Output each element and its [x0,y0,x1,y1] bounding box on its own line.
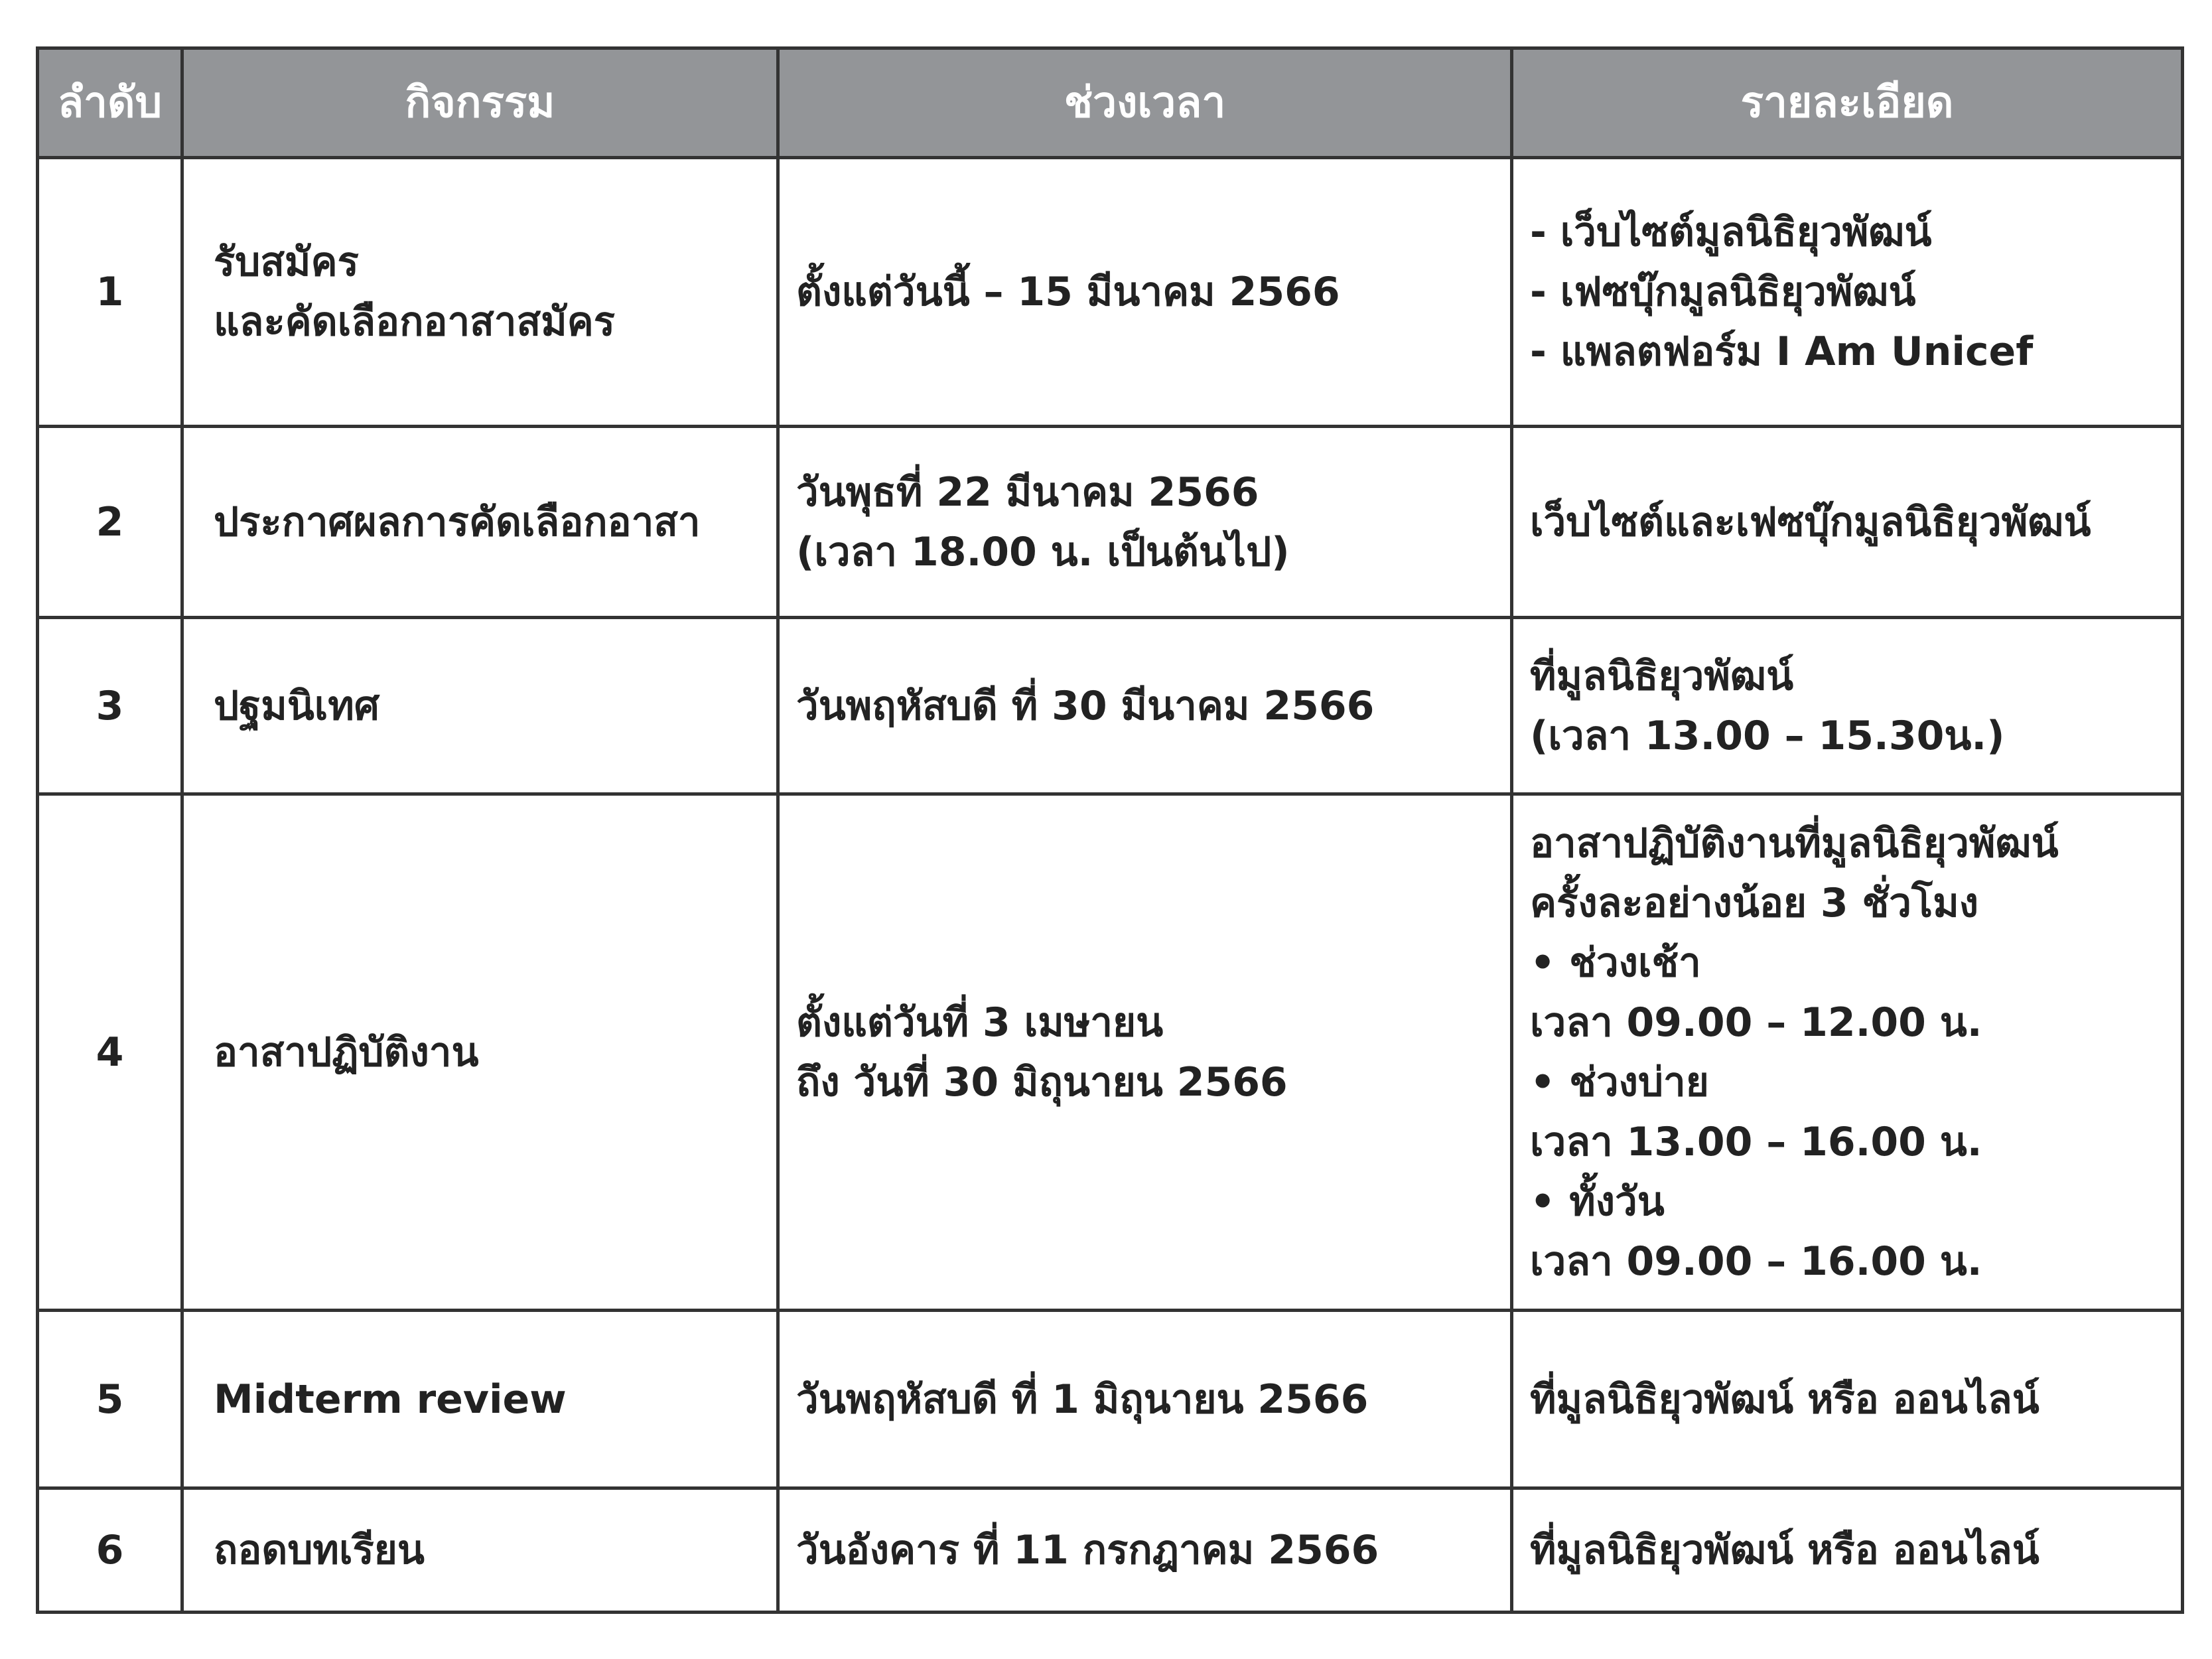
details-line: - เว็บไซต์มูลนิธิยุวพัฒน์ [1530,209,1932,255]
activity-cell [184,619,780,796]
table-row [39,796,2184,1312]
period-cell [780,159,1513,428]
details-line: อาสาปฏิบัติงานที่มูลนิธิยุวพัฒน์ [1530,820,2059,867]
details-cell [1513,796,2184,1312]
table-row [39,1490,2184,1614]
activity-line: อาสาปฏิบัติงาน [214,1029,479,1076]
period-line: ถึง วันที่ 30 มิถุนายน 2566 [796,1058,1288,1106]
header-period: ช่วงเวลา [780,50,1513,159]
activity-line: ปฐมนิเทศ [214,682,380,729]
row-number: 3 [39,619,184,796]
activity-line: และคัดเลือกอาสาสมัคร [214,299,615,345]
details-line: ครั้งละอย่างน้อย 3 ชั่วโมง [1530,879,1979,926]
header-activity: กิจกรรม [184,50,780,159]
row-number: 4 [39,796,184,1312]
header-details: รายละเอียด [1513,50,2184,159]
details-line: ที่มูลนิธิยุวพัฒน์ [1530,652,1794,699]
period-line: (เวลา 18.00 น. เป็นต้นไป) [796,528,1290,575]
details-line: ที่มูลนิธิยุวพัฒน์ หรือ ออนไลน์ [1530,1527,2039,1573]
period-line: วันพฤหัสบดี ที่ 30 มีนาคม 2566 [796,682,1375,729]
details-cell [1513,619,2184,796]
activity-line: รับสมัคร [214,239,359,285]
period-cell [780,1312,1513,1490]
activity-line: ประกาศผลการคัดเลือกอาสา [214,498,701,545]
details-line: เวลา 09.00 – 12.00 น. [1530,999,1982,1046]
row-number: 2 [39,428,184,619]
details-line: • ช่วงบ่าย [1530,1058,1709,1106]
table-header-row [39,50,2184,159]
row-number: 6 [39,1490,184,1614]
details-line: • ทั้งวัน [1530,1178,1665,1225]
table-row [39,1312,2184,1490]
header-no: ลำดับ [39,50,184,159]
activity-cell [184,1490,780,1614]
details-line: เวลา 09.00 – 16.00 น. [1530,1238,1982,1285]
activity-cell [184,428,780,619]
activity-line: Midterm review [214,1376,567,1423]
details-cell [1513,159,2184,428]
activity-cell [184,796,780,1312]
activity-line: ถอดบทเรียน [214,1527,425,1573]
table-row [39,159,2184,428]
details-cell [1513,1490,2184,1614]
period-line: วันพฤหัสบดี ที่ 1 มิถุนายน 2566 [796,1376,1369,1423]
table-row [39,428,2184,619]
details-line: - เฟซบุ๊กมูลนิธิยุวพัฒน์ [1530,269,1916,315]
period-cell [780,1490,1513,1614]
period-line: วันอังคาร ที่ 11 กรกฎาคม 2566 [796,1527,1379,1573]
row-number: 5 [39,1312,184,1490]
period-line: วันพุธที่ 22 มีนาคม 2566 [796,469,1259,516]
row-number: 1 [39,159,184,428]
period-cell [780,796,1513,1312]
table-row [39,619,2184,796]
period-cell [780,428,1513,619]
details-line: เว็บไซต์และเฟซบุ๊กมูลนิธิยุวพัฒน์ [1530,498,2091,545]
details-cell [1513,428,2184,619]
details-line: ที่มูลนิธิยุวพัฒน์ หรือ ออนไลน์ [1530,1376,2039,1423]
details-line: - แพลตฟอร์ม I Am Unicef [1530,328,2034,375]
activity-cell [184,159,780,428]
period-cell [780,619,1513,796]
period-line: ตั้งแต่วันที่ 3 เมษายน [796,999,1164,1046]
details-line: เวลา 13.00 – 16.00 น. [1530,1118,1982,1165]
schedule-table [36,46,2184,1614]
details-cell [1513,1312,2184,1490]
details-line: • ช่วงเช้า [1530,939,1701,986]
activity-cell [184,1312,780,1490]
details-line: (เวลา 13.00 – 15.30น.) [1530,712,2005,759]
period-line: ตั้งแต่วันนี้ – 15 มีนาคม 2566 [796,269,1340,315]
